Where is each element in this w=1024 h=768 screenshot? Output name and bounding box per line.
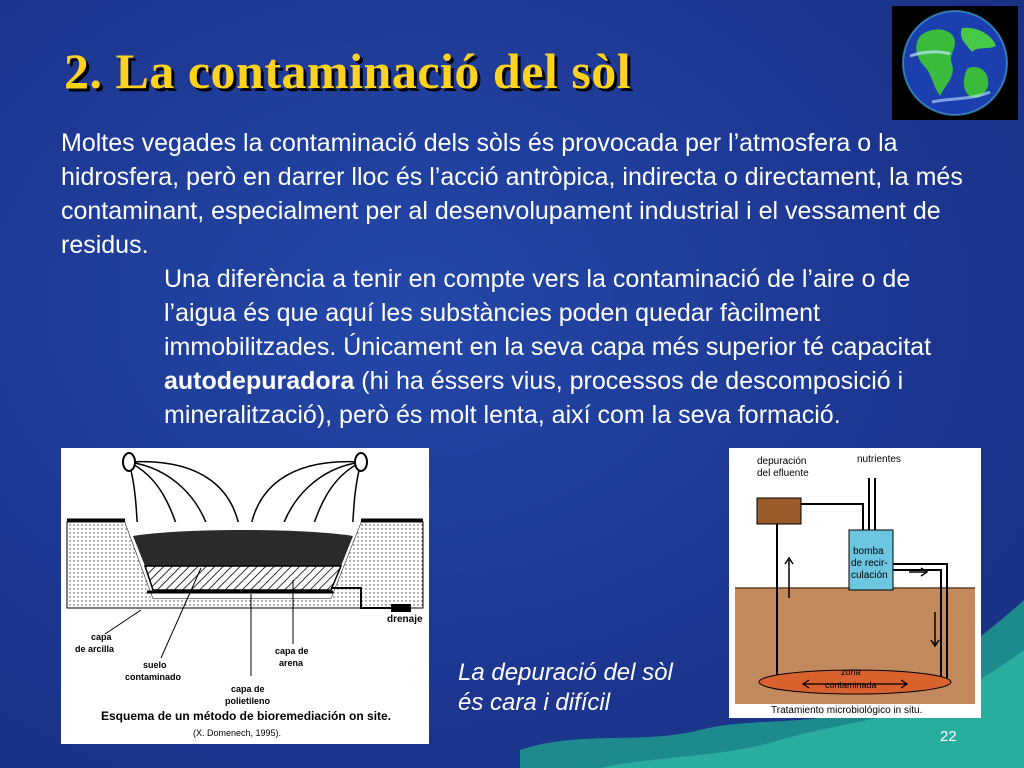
label-polietileno-2: polietileno xyxy=(225,696,270,706)
figure1-credit: (X. Domenech, 1995). xyxy=(193,728,282,738)
body-text xyxy=(61,126,981,432)
figure1-caption: Esquema de un método de bioremediación on site. xyxy=(101,709,392,723)
bioremediation-diagram xyxy=(61,448,429,744)
label-zona-2: contaminada xyxy=(825,680,877,690)
paragraph-1: Moltes vegades la contaminació dels sòls és provocada per l’atmosfera o la hidrosfera, però en darrer lloc és l’acció antròpica, indirecta o directament, la més contaminant, especialment per al desenvolupament industrial i el vessament de residus. xyxy=(61,129,963,259)
autodepuradora-keyword: autodepuradora xyxy=(164,367,355,395)
label-depuracion-2: del efluente xyxy=(757,468,809,479)
bioremediation-diagram-drawing xyxy=(61,448,429,744)
label-bomba-2: de recir- xyxy=(851,558,888,569)
page-number: 22 xyxy=(940,728,957,745)
paragraph-2-part-2: (hi ha éssers vius, processos de descomposició i mineralització), però és molt lenta, així com la seva formació. xyxy=(164,367,904,429)
paragraph-2 xyxy=(61,262,981,432)
figure2-caption: Tratamiento microbiológico in situ. xyxy=(771,705,923,716)
label-depuracion-1: depuración xyxy=(757,456,807,467)
label-capa-arcilla-1: capa xyxy=(91,632,112,642)
label-arena-2: arena xyxy=(279,658,304,668)
label-bomba-1: bomba xyxy=(853,546,884,557)
globe-icon xyxy=(892,6,1018,120)
label-drenaje: drenaje xyxy=(387,614,423,625)
slide-caption xyxy=(458,658,673,718)
caption-line-1: La depuració del sòl xyxy=(458,659,673,686)
in-situ-treatment-diagram xyxy=(729,448,981,718)
in-situ-treatment-drawing xyxy=(729,448,981,718)
label-nutrientes: nutrientes xyxy=(857,454,901,465)
paragraph-2-part-1: Una diferència a tenir en compte vers la contaminació de l’aire o de l’aigua és que aquí les substàncies poden quedar fàcilment immobilitzades. Únicament en la seva capa més superior té capacitat xyxy=(164,265,932,361)
slide-title: 2. La contaminació del sòl xyxy=(64,43,632,99)
label-arena-1: capa de xyxy=(275,646,309,656)
label-polietileno-1: capa de xyxy=(231,684,265,694)
label-bomba-3: culación xyxy=(851,570,888,581)
label-zona-1: zona xyxy=(841,667,861,677)
caption-line-2: és cara i difícil xyxy=(458,689,611,716)
label-suelo-1: suelo xyxy=(143,660,167,670)
label-suelo-2: contaminado xyxy=(125,672,182,682)
label-capa-arcilla-2: de arcilla xyxy=(75,644,115,654)
